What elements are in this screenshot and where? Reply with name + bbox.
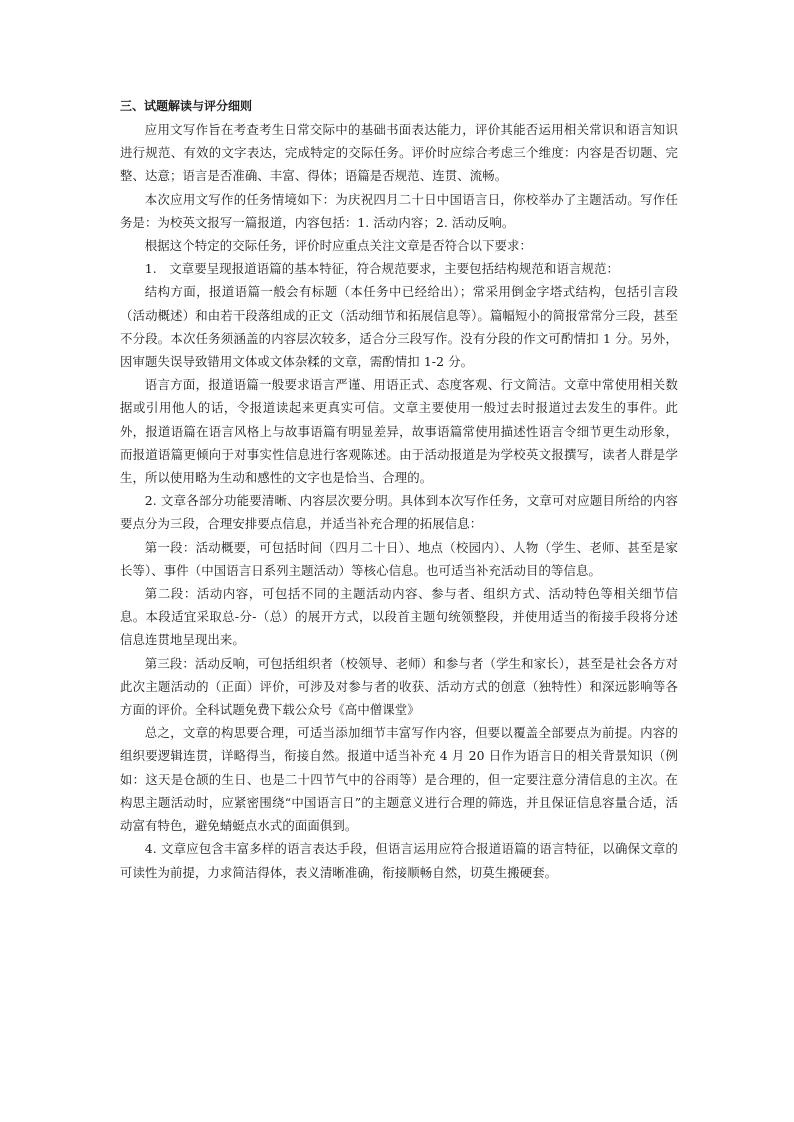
paragraph-task-context: 本次应用文写作的任务情境如下：为庆祝四月二十日中国语言日，你校举办了主题活动。写作任务是：为校英文报写一篇报道，内容包括：1. 活动内容；2. 活动反响。: [120, 191, 678, 230]
paragraph-summary: 总之，文章的构思要合理，可适当添加细节丰富写作内容，但要以覆盖全部要点为前提。内容的组织要逻辑连贯，详略得当，衔接自然。报道中适当补充 4 月 20 日作为语言日的相关背景知识（例如：这天是仓颉的生日、也是二十四节气中的谷雨等）是合理的，但一定要注意分清信息的主次。在构思主题活动时，应紧密围绕“中国语言日”的主题意义进行合理的筛选，并且保证信息容量合适，活动富有特色，避免蜻蜓点水式的面面俱到。: [120, 725, 678, 834]
paragraph-section-1: 第一段：活动概要，可包括时间（四月二十日）、地点（校园内）、人物（学生、老师、甚至是家长等）、事件（中国语言日系列主题活动）等核心信息。也可适当补充活动目的等信息。: [120, 539, 678, 578]
paragraph-section-2: 第二段：活动内容，可包括不同的主题活动内容、参与者、组织方式、活动特色等相关细节信息。本段适宜采取总-分-（总）的展开方式，以段首主题句统领整段，并使用适当的衔接手段将分述信息连贯地呈现出来。: [120, 586, 678, 648]
paragraph-requirements-lead: 根据这个特定的交际任务，评价时应重点关注文章是否符合以下要求：: [144, 238, 533, 254]
section-heading: 三、试题解读与评分细则: [120, 99, 253, 113]
paragraph-point-1: 1. 文章要呈现报道语篇的基本特征，符合规范要求，主要包括结构规范和语言规范：: [144, 261, 619, 277]
paragraph-structure: 结构方面，报道语篇一般会有标题（本任务中已经给出）；常采用倒金字塔式结构，包括引言段（活动概述）和由若干段落组成的正文（活动细节和拓展信息等）。篇幅短小的简报常常分三段，甚至不分段。本次任务须涵盖的内容层次较多，适合分三段写作。没有分段的作文可酌情扣 1 分。另外，因审题失误导致错用文体或文体杂糅的文章，需酌情扣 1-2 分。: [120, 284, 678, 370]
paragraph-section-3: 第三段：活动反响，可包括组织者（校领导、老师）和参与者（学生和家长），甚至是社会各方对此次主题活动的（正面）评价，可涉及对参与者的收获、活动方式的创意（独特性）和深远影响等各方面的评价。全科试题免费下载公众号《高中僧课堂》: [120, 655, 678, 718]
document-page: [120, 96, 678, 884]
paragraph-intro: 应用文写作旨在考查考生日常交际中的基础书面表达能力，评价其能否运用相关常识和语言知识进行规范、有效的文字表达，完成特定的交际任务。评价时应综合考虑三个维度：内容是否切题、完整、达意；语言是否准确、丰富、得体；语篇是否规范、连贯、流畅。: [120, 122, 678, 184]
paragraph-language: 语言方面，报道语篇一般要求语言严谨、用语正式、态度客观、行文简洁。文章中常使用相关数据或引用他人的话，令报道读起来更真实可信。文章主要使用一般过去时报道过去发生的事件。此外，报道语篇在语言风格上与故事语篇有明显差异，故事语篇常使用描述性语言令细节更生动形象，而报道语篇更倾向于对事实性信息进行客观陈述。由于活动报道是为学校英文报撰写，读者人群是学生，所以使用略为生动和感性的文字也是恰当、合理的。: [120, 377, 678, 486]
paragraph-point-2: 2. 文章各部分功能要清晰、内容层次要分明。具体到本次写作任务，文章可对应题目所给的内容要点分为三段，合理安排要点信息，并适当补充合理的拓展信息：: [120, 493, 678, 532]
paragraph-point-4: 4. 文章应包含丰富多样的语言表达手段，但语言运用应符合报道语篇的语言特征，以确保文章的可读性为前提，力求简洁得体，表义清晰准确，衔接顺畅自然，切莫生搬硬套。: [120, 841, 678, 880]
